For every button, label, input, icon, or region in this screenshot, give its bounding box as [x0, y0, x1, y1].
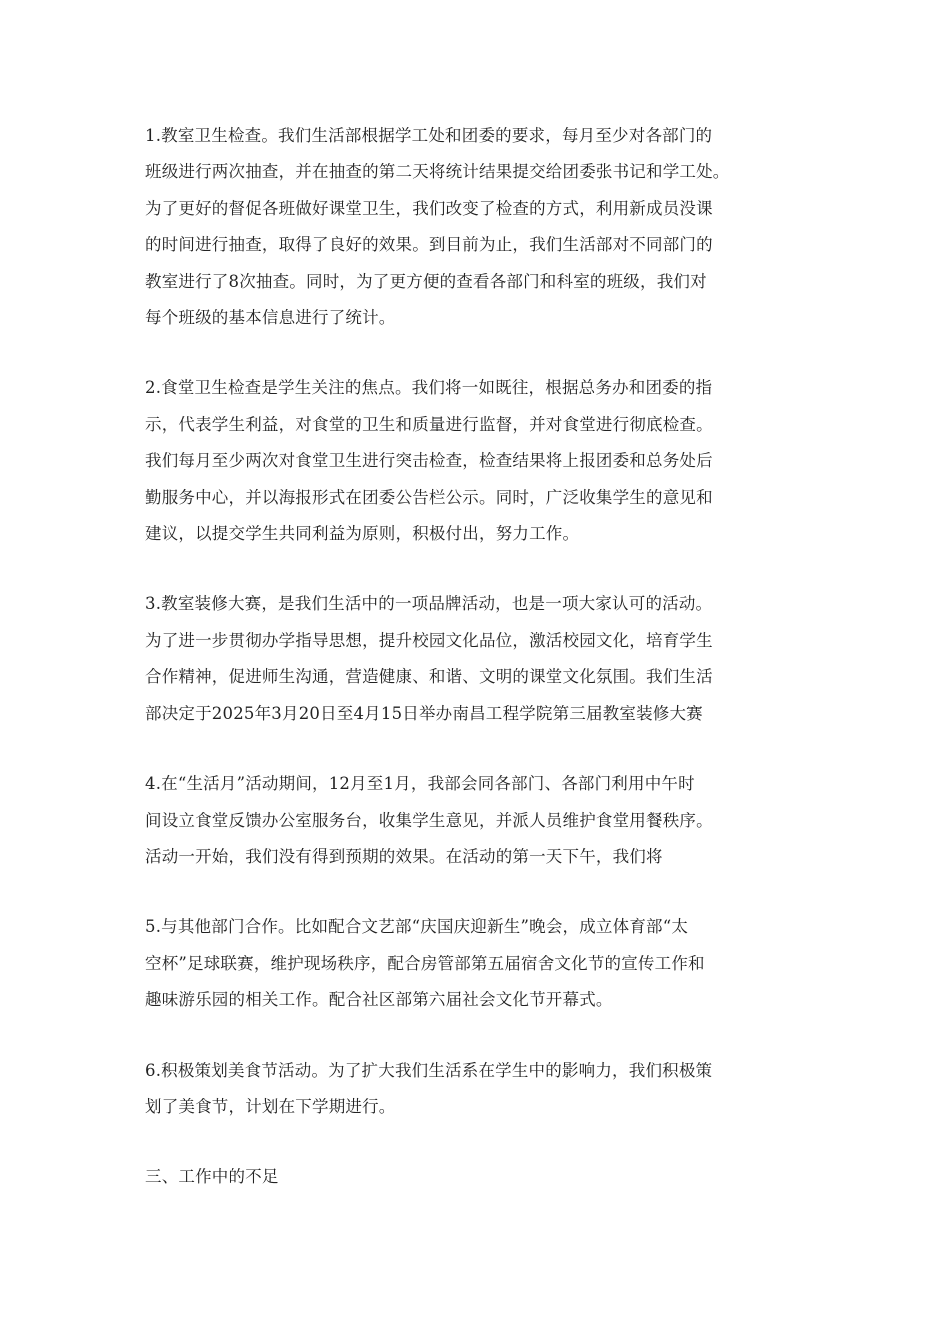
paragraph-line: 教室进行了8次抽查。同时，为了更方便的查看各部门和科室的班级，我们对 [145, 271, 707, 291]
paragraph-1 [145, 118, 825, 336]
paragraph-line: 4.在“生活月”活动期间，12月至1月，我部会同各部门、各部门利用中午时 [145, 774, 695, 794]
paragraph-line: 每个班级的基本信息进行了统计。 [145, 308, 396, 328]
paragraph-line: 为了更好的督促各班做好课堂卫生，我们改变了检查的方式，利用新成员没课 [145, 198, 713, 218]
paragraph-4 [145, 766, 825, 875]
paragraph-6 [145, 1053, 825, 1126]
paragraph-line: 班级进行两次抽查，并在抽查的第二天将统计结果提交给团委张书记和学工处。 [145, 162, 730, 182]
paragraph-line: 合作精神，促进师生沟通，营造健康、和谐、文明的课堂文化氛围。我们生活 [145, 667, 713, 687]
paragraph-line: 为了进一步贯彻办学指导思想，提升校园文化品位，激活校园文化，培育学生 [145, 630, 713, 650]
paragraph-5 [145, 909, 825, 1018]
paragraph-line: 1.教室卫生检查。我们生活部根据学工处和团委的要求，每月至少对各部门的 [145, 126, 713, 145]
paragraph-line: 我们每月至少两次对食堂卫生进行突击检查，检查结果将上报团委和总务处后 [145, 451, 713, 471]
paragraph-line: 趣味游乐园的相关工作。配合社区部第六届社会文化节开幕式。 [145, 990, 613, 1010]
paragraph-line: 空杯”足球联赛，维护现场秩序，配合房管部第五届宿舍文化节的宣传工作和 [145, 953, 705, 973]
paragraph-line: 2.食堂卫生检查是学生关注的焦点。我们将一如既往，根据总务办和团委的指 [145, 378, 713, 398]
document-body [145, 118, 825, 1196]
paragraph-line: 活动一开始，我们没有得到预期的效果。在活动的第一天下午，我们将 [145, 846, 663, 866]
paragraph-line: 3.教室装修大赛，是我们生活中的一项品牌活动，也是一项大家认可的活动。 [145, 594, 713, 614]
paragraph-line: 5.与其他部门合作。比如配合文艺部“庆国庆迎新生”晚会，成立体育部“太 [145, 917, 689, 937]
paragraph-2 [145, 370, 825, 552]
paragraph-line: 的时间进行抽查，取得了良好的效果。到目前为止，我们生活部对不同部门的 [145, 235, 713, 255]
paragraph-line: 6.积极策划美食节活动。为了扩大我们生活系在学生中的影响力，我们积极策 [145, 1060, 713, 1080]
paragraph-line: 示，代表学生利益，对食堂的卫生和质量进行监督，并对食堂进行彻底检查。 [145, 414, 713, 434]
paragraph-line: 勤服务中心，并以海报形式在团委公告栏公示。同时，广泛收集学生的意见和 [145, 487, 713, 507]
paragraph-line: 部决定于2025年3月20日至4月15日举办南昌工程学院第三届教室装修大赛 [145, 703, 703, 723]
paragraph-3 [145, 586, 825, 732]
paragraph-line: 间设立食堂反馈办公室服务台，收集学生意见，并派人员维护食堂用餐秩序。 [145, 810, 713, 830]
paragraph-line: 划了美食节，计划在下学期进行。 [145, 1096, 396, 1116]
section-heading: 三、工作中的不足 [145, 1167, 279, 1187]
paragraph-line: 建议，以提交学生共同利益为原则，积极付出，努力工作。 [145, 524, 580, 544]
